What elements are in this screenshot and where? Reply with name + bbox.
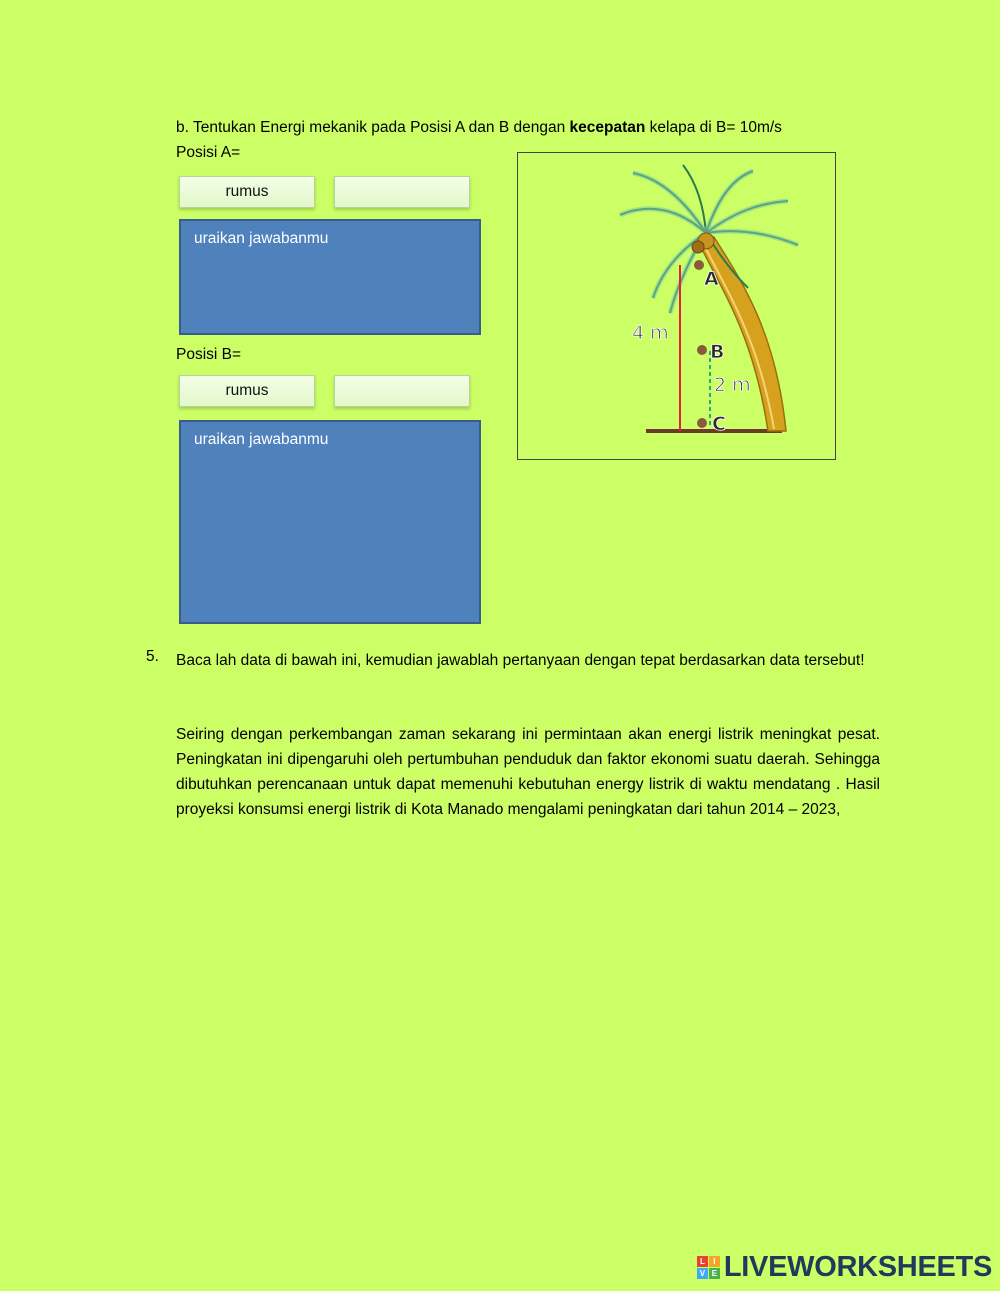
coconut-a [694,260,704,270]
posisi-b-label: Posisi B= [176,346,242,363]
question-b-prefix: b. Tentukan Energi mekanik pada Posisi A dan B dengan [176,119,570,136]
liveworksheets-logo[interactable] [697,1249,992,1285]
height-label-b: 2 m [714,374,751,396]
logo-letter-e: E [709,1268,720,1279]
question-5-text: Baca lah data di bawah ini, kemudian jawablah pertanyaan dengan tepat berdasarkan data tersebut! [176,652,865,669]
posisi-a-label: Posisi A= [176,144,241,161]
posisi-a-rumus-box[interactable]: rumus [179,176,315,208]
label-a: A [704,268,719,290]
question-5-paragraph: Seiring dengan perkembangan zaman sekarang ini permintaan akan energi listrik meningkat pesat. Peningkatan ini dipengaruhi oleh pertumbuhan penduduk dan faktor ekonomi suatu daerah. Sehingga dibutuhkan perencanaan untuk dapat memenuhi kebutuhan energy listrik di waktu mendatang . Hasil proyeksi konsumsi energi listrik di Kota Manado mengalami peningkatan dari tahun 2014 – 2023, [176,726,880,818]
coconut-tree-illustration [518,153,835,459]
posisi-b-rumus-box[interactable]: rumus [179,375,315,407]
posisi-a-value-input[interactable] [334,176,470,208]
height-label-a: 4 m [632,322,669,344]
question-b-text [176,119,782,137]
question-b-suffix: kelapa di B= 10m/s [645,119,782,136]
logo-letter-l: L [697,1256,708,1267]
posisi-a-answer-box[interactable] [179,219,481,335]
logo-text: LIVEWORKSHEETS [723,1250,992,1283]
posisi-b-answer-box[interactable] [179,420,481,624]
posisi-b-value-input[interactable] [334,375,470,407]
palm-trunk [698,237,786,431]
question-b-bold: kecepatan [569,119,646,136]
label-b: B [710,341,725,363]
liveworksheets-logo-icon [697,1256,720,1279]
coconut-c [697,418,707,428]
logo-letter-v: V [697,1268,708,1279]
question-5-number: 5. [146,648,159,665]
logo-letter-i: I [709,1256,720,1267]
coconut-b [697,345,707,355]
coconut-tree-figure [517,152,836,460]
posisi-b-answer-placeholder: uraikan jawabanmu [194,431,329,448]
label-c: C [712,413,726,435]
posisi-a-answer-placeholder: uraikan jawabanmu [194,230,329,247]
